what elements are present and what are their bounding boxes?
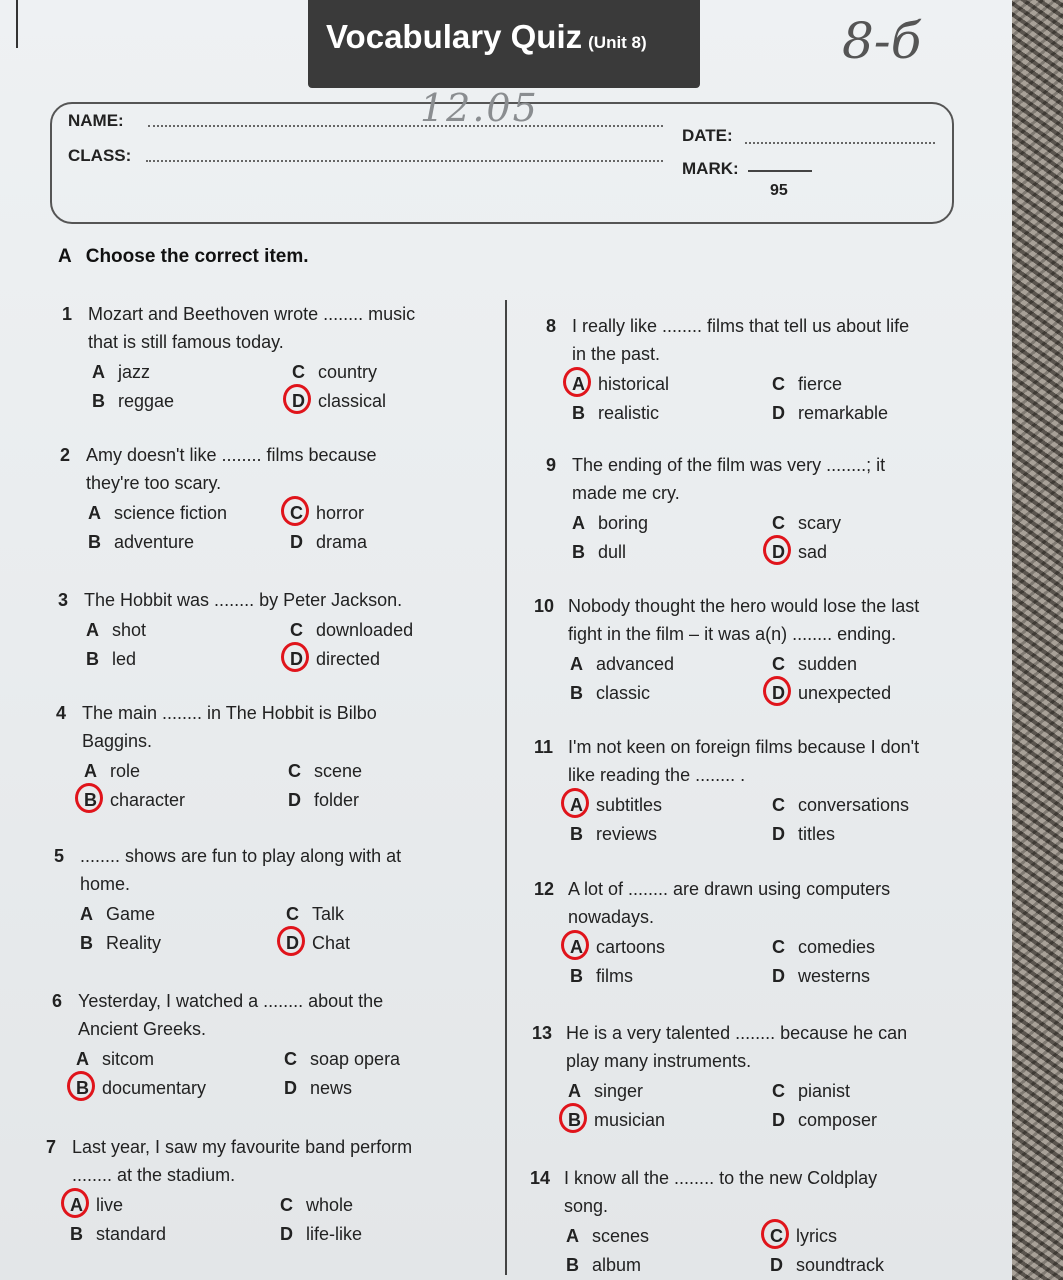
option-a[interactable]	[92, 358, 150, 386]
option-letter: B	[84, 790, 97, 810]
question-number: 10	[534, 596, 555, 616]
option-letter: D	[280, 1224, 293, 1244]
answer-circle	[277, 926, 305, 956]
background-carpet	[1012, 0, 1063, 1280]
question-text-line: The Hobbit was ........ by Peter Jackson.	[84, 590, 403, 610]
option-text: sad	[798, 542, 828, 562]
option-letter: A	[568, 1081, 581, 1101]
option-text: classic	[596, 683, 651, 703]
option-text: scene	[314, 761, 363, 781]
option-text: adventure	[114, 532, 195, 552]
question-number: 6	[52, 991, 63, 1011]
question-text-line: I'm not keen on foreign films because I don't	[568, 737, 920, 757]
option-d[interactable]	[772, 1106, 877, 1134]
option-letter: D	[286, 933, 299, 953]
quiz-title	[326, 18, 647, 56]
option-a[interactable]	[70, 1191, 123, 1219]
column-divider	[505, 300, 507, 1275]
option-d[interactable]	[772, 538, 827, 566]
option-letter: D	[772, 403, 785, 423]
date-field[interactable]	[745, 142, 935, 144]
option-text: science fiction	[114, 503, 228, 523]
option-letter: D	[290, 532, 303, 552]
class-label: CLASS:	[68, 146, 132, 165]
date-label: DATE:	[682, 126, 733, 145]
option-letter: A	[570, 937, 583, 957]
option-text: live	[96, 1195, 124, 1215]
answer-circle	[67, 1071, 95, 1101]
option-letter: B	[92, 391, 105, 411]
question-number: 13	[532, 1023, 553, 1043]
title-banner	[308, 0, 700, 88]
option-letter: D	[772, 966, 785, 986]
option-letter: B	[566, 1255, 579, 1275]
option-letter: C	[288, 761, 301, 781]
answer-circle	[61, 1188, 89, 1218]
option-b[interactable]	[80, 929, 161, 957]
option-a[interactable]	[84, 757, 140, 785]
option-letter: A	[70, 1195, 83, 1215]
option-letter: C	[770, 1226, 783, 1246]
option-text: scenes	[592, 1226, 650, 1246]
option-letter: A	[76, 1049, 89, 1069]
option-b[interactable]	[572, 538, 626, 566]
option-b[interactable]	[570, 820, 657, 848]
option-text: horror	[316, 503, 365, 523]
handwritten-date: 12.05	[420, 86, 539, 130]
option-c[interactable]	[290, 499, 364, 527]
option-text: advanced	[596, 654, 675, 674]
option-letter: D	[292, 391, 305, 411]
option-letter: C	[292, 362, 305, 382]
option-a[interactable]	[566, 1222, 649, 1250]
option-text: soundtrack	[796, 1255, 885, 1275]
option-b[interactable]	[84, 786, 185, 814]
option-c[interactable]	[772, 370, 842, 398]
option-c[interactable]	[280, 1191, 353, 1219]
question-text-line: made me cry.	[572, 483, 680, 503]
option-d[interactable]	[772, 679, 891, 707]
question-text-line: The main ........ in The Hobbit is Bilbo	[82, 703, 377, 723]
option-text: soap opera	[310, 1049, 401, 1069]
question-text-line: ........ at the stadium.	[72, 1165, 236, 1185]
option-letter: C	[290, 503, 303, 523]
option-text: reviews	[596, 824, 658, 844]
option-b[interactable]	[86, 645, 136, 673]
option-text: westerns	[798, 966, 871, 986]
option-letter: B	[70, 1224, 83, 1244]
option-text: character	[110, 790, 186, 810]
option-c[interactable]	[770, 1222, 837, 1250]
option-letter: C	[772, 654, 785, 674]
option-text: realistic	[598, 403, 660, 423]
option-b[interactable]	[568, 1106, 665, 1134]
option-b[interactable]	[70, 1220, 166, 1248]
option-letter: A	[572, 374, 585, 394]
option-text: musician	[594, 1110, 666, 1130]
option-letter: D	[284, 1078, 297, 1098]
option-c[interactable]	[288, 757, 362, 785]
option-letter: A	[570, 795, 583, 815]
question-text-line: play many instruments.	[566, 1051, 752, 1071]
option-text: Chat	[312, 933, 351, 953]
question-text-line: that is still famous today.	[88, 332, 284, 352]
question-number: 5	[54, 846, 65, 866]
option-text: titles	[798, 824, 836, 844]
question-text-line: they're too scary.	[86, 473, 222, 493]
option-d[interactable]	[288, 786, 359, 814]
answer-circle	[763, 535, 791, 565]
option-d[interactable]	[290, 645, 380, 673]
question-text-line: Ancient Greeks.	[78, 1019, 207, 1039]
question-number: 3	[58, 590, 69, 610]
option-letter: D	[772, 683, 785, 703]
option-letter: D	[772, 1110, 785, 1130]
option-text: films	[596, 966, 633, 986]
mark-value: 95	[770, 182, 788, 199]
option-letter: B	[76, 1078, 89, 1098]
option-text: lyrics	[796, 1226, 837, 1246]
option-letter: C	[772, 1081, 785, 1101]
question-text-line: A lot of ........ are drawn using computers	[568, 879, 891, 899]
title-unit: (Unit 8)	[588, 33, 647, 52]
name-field[interactable]	[148, 125, 663, 127]
question-number: 7	[46, 1137, 57, 1157]
option-b[interactable]	[88, 528, 194, 556]
option-letter: B	[570, 966, 583, 986]
question-text-line: I know all the ........ to the new Coldplay	[564, 1168, 878, 1188]
question-number: 11	[534, 737, 554, 757]
option-letter: A	[84, 761, 97, 781]
question-text-line: Baggins.	[82, 731, 153, 751]
option-a[interactable]	[572, 509, 648, 537]
option-d[interactable]	[772, 962, 870, 990]
answer-circle	[281, 642, 309, 672]
question-text-line: Last year, I saw my favourite band perform	[72, 1137, 413, 1157]
option-d[interactable]	[286, 929, 350, 957]
answer-circle	[283, 384, 311, 414]
option-letter: B	[572, 403, 585, 423]
option-letter: C	[286, 904, 299, 924]
question-number: 2	[60, 445, 71, 465]
option-letter: C	[772, 513, 785, 533]
question-text-line: Mozart and Beethoven wrote ........ music	[88, 304, 416, 324]
section-heading	[58, 246, 309, 268]
option-text: unexpected	[798, 683, 892, 703]
option-a[interactable]	[76, 1045, 154, 1073]
option-a[interactable]	[88, 499, 227, 527]
question-text-line: nowadays.	[568, 907, 655, 927]
option-text: remarkable	[798, 403, 889, 423]
mark-line	[748, 170, 812, 172]
option-letter: C	[772, 374, 785, 394]
option-text: fierce	[798, 374, 843, 394]
option-text: sudden	[798, 654, 858, 674]
option-c[interactable]	[772, 650, 857, 678]
option-text: jazz	[118, 362, 151, 382]
question-number: 12	[534, 879, 555, 899]
option-text: comedies	[798, 937, 876, 957]
option-c[interactable]	[772, 933, 875, 961]
option-letter: B	[570, 824, 583, 844]
question-text-line: fight in the film – it was a(n) ........ ending.	[568, 624, 897, 644]
option-d[interactable]	[772, 820, 835, 848]
question-number: 1	[62, 304, 73, 324]
option-a[interactable]	[570, 650, 674, 678]
option-letter: B	[88, 532, 101, 552]
edge-line	[16, 0, 18, 48]
option-c[interactable]	[772, 1077, 850, 1105]
option-letter: C	[772, 937, 785, 957]
section-title: Choose the correct item.	[85, 246, 309, 267]
option-text: downloaded	[316, 620, 414, 640]
option-d[interactable]	[284, 1074, 352, 1102]
option-letter: C	[284, 1049, 297, 1069]
name-label: NAME:	[68, 111, 124, 130]
option-text: scary	[798, 513, 842, 533]
option-letter: A	[88, 503, 101, 523]
option-letter: B	[568, 1110, 581, 1130]
answer-circle	[559, 1103, 587, 1133]
option-text: news	[310, 1078, 353, 1098]
option-c[interactable]	[772, 509, 841, 537]
option-letter: A	[572, 513, 585, 533]
option-text: subtitles	[596, 795, 663, 815]
option-a[interactable]	[572, 370, 669, 398]
option-d[interactable]	[280, 1220, 362, 1248]
class-field[interactable]	[146, 160, 663, 162]
option-text: dull	[598, 542, 627, 562]
option-text: drama	[316, 532, 368, 552]
option-text: sitcom	[102, 1049, 155, 1069]
option-a[interactable]	[86, 616, 146, 644]
option-d[interactable]	[290, 528, 367, 556]
option-letter: D	[770, 1255, 783, 1275]
option-letter: A	[570, 654, 583, 674]
option-c[interactable]	[292, 358, 377, 386]
option-text: pianist	[798, 1081, 851, 1101]
option-b[interactable]	[572, 399, 659, 427]
option-b[interactable]	[566, 1251, 641, 1279]
question-text-line: Nobody thought the hero would lose the last	[568, 596, 920, 616]
option-letter: B	[86, 649, 99, 669]
option-letter: D	[772, 542, 785, 562]
option-text: Game	[106, 904, 156, 924]
option-text: Talk	[312, 904, 345, 924]
option-letter: B	[570, 683, 583, 703]
option-text: classical	[318, 391, 387, 411]
option-letter: A	[86, 620, 99, 640]
option-text: directed	[316, 649, 381, 669]
option-text: boring	[598, 513, 649, 533]
question-text-line: like reading the ........ .	[568, 765, 746, 785]
option-text: Reality	[106, 933, 162, 953]
option-text: led	[112, 649, 137, 669]
option-letter: A	[80, 904, 93, 924]
option-text: documentary	[102, 1078, 207, 1098]
option-letter: D	[772, 824, 785, 844]
option-a[interactable]	[570, 791, 662, 819]
option-letter: D	[288, 790, 301, 810]
option-d[interactable]	[770, 1251, 884, 1279]
option-letter: C	[280, 1195, 293, 1215]
option-letter: B	[572, 542, 585, 562]
question-text-line: Yesterday, I watched a ........ about the	[78, 991, 384, 1011]
question-text-line: He is a very talented ........ because he can	[566, 1023, 908, 1043]
option-c[interactable]	[772, 791, 909, 819]
option-text: composer	[798, 1110, 878, 1130]
option-text: standard	[96, 1224, 167, 1244]
option-letter: D	[290, 649, 303, 669]
option-text: singer	[594, 1081, 644, 1101]
section-letter: A	[58, 246, 72, 267]
question-text-line: I really like ........ films that tell us about life	[572, 316, 910, 336]
option-text: shot	[112, 620, 147, 640]
option-c[interactable]	[284, 1045, 400, 1073]
option-text: conversations	[798, 795, 910, 815]
option-letter: C	[772, 795, 785, 815]
option-d[interactable]	[772, 399, 888, 427]
title-text: Vocabulary Quiz	[326, 18, 583, 55]
option-c[interactable]	[286, 900, 344, 928]
answer-circle	[761, 1219, 789, 1249]
question-text-line: in the past.	[572, 344, 661, 364]
option-text: life-like	[306, 1224, 363, 1244]
option-text: reggae	[118, 391, 175, 411]
option-letter: B	[80, 933, 93, 953]
option-text: country	[318, 362, 378, 382]
option-a[interactable]	[570, 933, 665, 961]
option-a[interactable]	[80, 900, 155, 928]
option-b[interactable]	[76, 1074, 206, 1102]
question-text-line: song.	[564, 1196, 609, 1216]
option-text: whole	[306, 1195, 354, 1215]
question-text-line: The ending of the film was very ........; it	[572, 455, 886, 475]
option-text: cartoons	[596, 937, 666, 957]
option-letter: A	[566, 1226, 579, 1246]
option-b[interactable]	[92, 387, 174, 415]
answer-circle	[563, 367, 591, 397]
answer-circle	[281, 496, 309, 526]
option-text: historical	[598, 374, 670, 394]
answer-circle	[561, 788, 589, 818]
question-text-line: Amy doesn't like ........ films because	[86, 445, 377, 465]
question-number: 9	[546, 455, 557, 475]
option-letter: C	[290, 620, 303, 640]
answer-circle	[561, 930, 589, 960]
option-c[interactable]	[290, 616, 413, 644]
answer-circle	[75, 783, 103, 813]
answer-circle	[763, 676, 791, 706]
option-text: album	[592, 1255, 642, 1275]
option-a[interactable]	[568, 1077, 643, 1105]
option-letter: A	[92, 362, 105, 382]
question-number: 4	[56, 703, 67, 723]
handwritten-class: 8-б	[842, 12, 922, 70]
option-text: role	[110, 761, 141, 781]
mark-label: MARK:	[682, 159, 739, 178]
question-number: 8	[546, 316, 557, 336]
question-number: 14	[530, 1168, 551, 1188]
question-text-line: home.	[80, 874, 131, 894]
option-b[interactable]	[570, 679, 650, 707]
option-d[interactable]	[292, 387, 386, 415]
option-b[interactable]	[570, 962, 633, 990]
option-text: folder	[314, 790, 360, 810]
question-text-line: ........ shows are fun to play along with at	[80, 846, 402, 866]
